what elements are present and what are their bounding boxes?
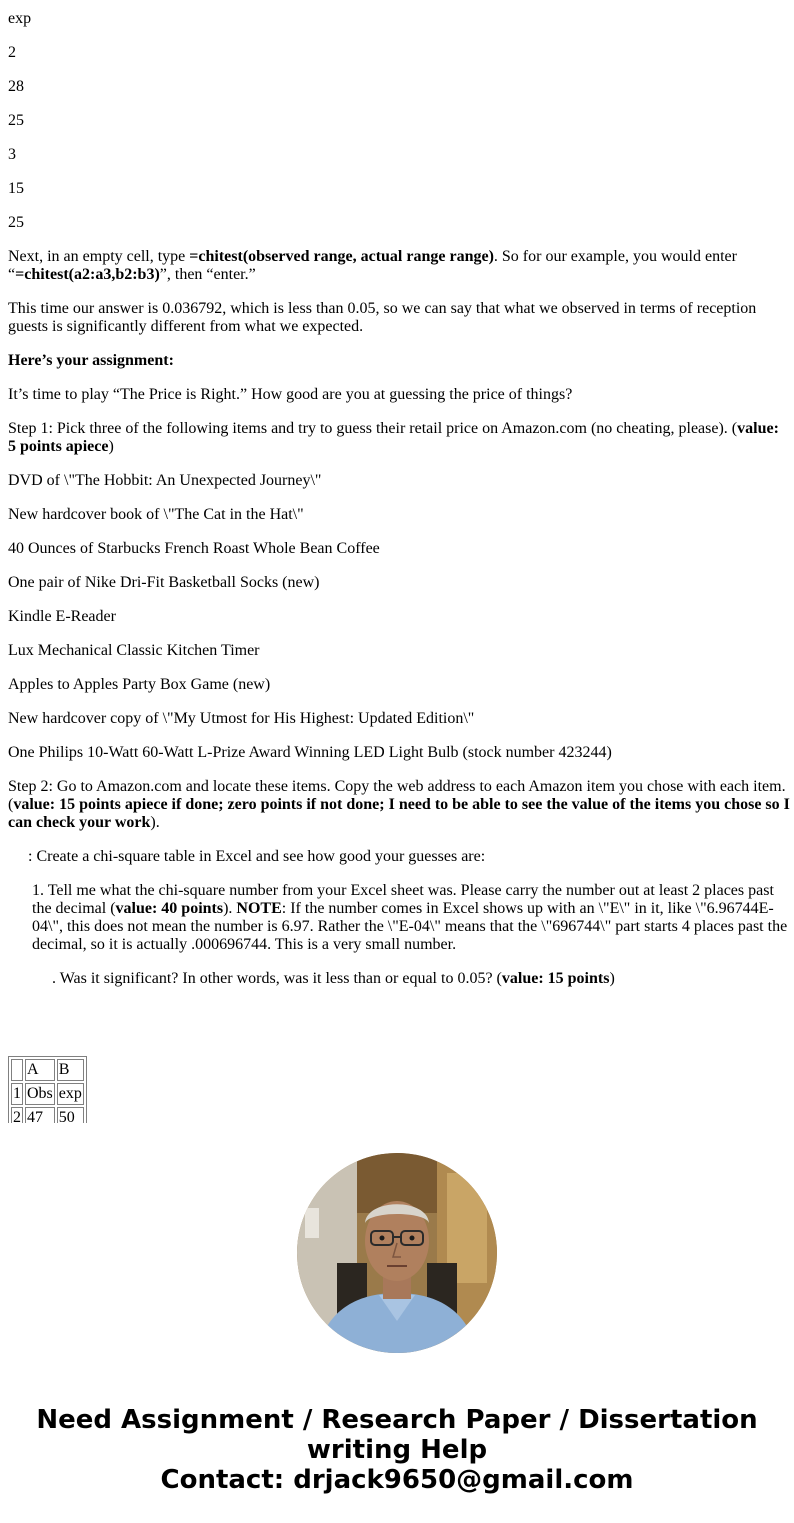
assignment-intro: It’s time to play “The Price is Right.” How good are you at guessing the price of things?	[8, 386, 573, 403]
person-photo	[297, 1153, 497, 1353]
value-line: 28	[8, 78, 24, 95]
value-line: 2	[8, 44, 16, 61]
spreadsheet-preview	[8, 1056, 87, 1123]
table-cell	[11, 1059, 23, 1081]
contact-email[interactable]: Contact: drjack9650@gmail.com	[160, 1465, 634, 1495]
answer-paragraph: This time our answer is 0.036792, which is less than 0.05, so we can say that what we observed in terms of reception guests is significantly different from what we expected.	[8, 300, 757, 335]
value-line: 25	[8, 214, 24, 231]
value-line: 3	[8, 146, 16, 163]
step-3: : Create a chi-square table in Excel and see how good your guesses are:	[28, 848, 486, 865]
item-option: New hardcover book of \"The Cat in the Hat\"	[8, 506, 304, 523]
banner-line: Need Assignment / Research Paper / Dissertation	[36, 1405, 758, 1435]
table-cell: 50	[57, 1107, 84, 1123]
table-cell: Obs	[25, 1083, 55, 1105]
item-option: Apples to Apples Party Box Game (new)	[8, 676, 271, 693]
table-row	[11, 1083, 84, 1105]
table-cell: exp	[57, 1083, 84, 1105]
item-option: 40 Ounces of Starbucks French Roast Whole Bean Coffee	[8, 540, 380, 557]
item-option: New hardcover copy of \"My Utmost for His Highest: Updated Edition\"	[8, 710, 475, 727]
step-2: Step 2: Go to Amazon.com and locate these items. Copy the web address to each Amazon item you chose with each item. (value: 15 points apiece if done; zero points if not done; I need to be able to see the value of the items you chose so I can check your work).	[8, 778, 790, 831]
value-line: exp	[8, 10, 32, 27]
item-option: Lux Mechanical Classic Kitchen Timer	[8, 642, 260, 659]
help-banner	[0, 1405, 794, 1495]
item-option: One Philips 10-Watt 60-Watt L-Prize Award Winning LED Light Bulb (stock number 423244)	[8, 744, 612, 761]
table-row	[11, 1059, 84, 1081]
value-line: 25	[8, 112, 24, 129]
banner-line: writing Help	[306, 1435, 488, 1465]
question-2: . Was it significant? In other words, was it less than or equal to 0.05? (value: 15 points)	[52, 970, 615, 987]
table-row	[11, 1107, 84, 1123]
table-cell: 1	[11, 1083, 23, 1105]
step-1: Step 1: Pick three of the following items and try to guess their retail price on Amazon.com (no cheating, please). (value: 5 points apiece)	[8, 420, 779, 455]
item-option: DVD of \"The Hobbit: An Unexpected Journey\"	[8, 472, 322, 489]
spreadsheet-table	[8, 1056, 87, 1123]
table-cell: B	[57, 1059, 84, 1081]
table-cell: 47	[25, 1107, 55, 1123]
document-body	[8, 0, 790, 1004]
assignment-heading: Here’s your assignment:	[8, 352, 174, 369]
question-1: 1. Tell me what the chi-square number from your Excel sheet was. Please carry the number out at least 2 places past the decimal (value: 40 points). NOTE: If the number comes in Excel shows up with an \"E\" in it, like \"6.96744E-04\", this does not mean the number is 6.97. Rather the \"E-04\" means that the \"696744\" part starts 4 places past the decimal, so it is actually .000696744. This is a very small number.	[32, 882, 788, 953]
table-cell: A	[25, 1059, 55, 1081]
item-option: Kindle E-Reader	[8, 608, 116, 625]
item-option: One pair of Nike Dri-Fit Basketball Socks (new)	[8, 574, 320, 591]
value-line: 15	[8, 180, 24, 197]
avatar	[297, 1153, 497, 1353]
table-cell: 2	[11, 1107, 23, 1123]
chitest-instructions: Next, in an empty cell, type =chitest(observed range, actual range range). So for our example, you would enter “=chitest(a2:a3,b2:b3)”, then “enter.”	[8, 248, 737, 283]
